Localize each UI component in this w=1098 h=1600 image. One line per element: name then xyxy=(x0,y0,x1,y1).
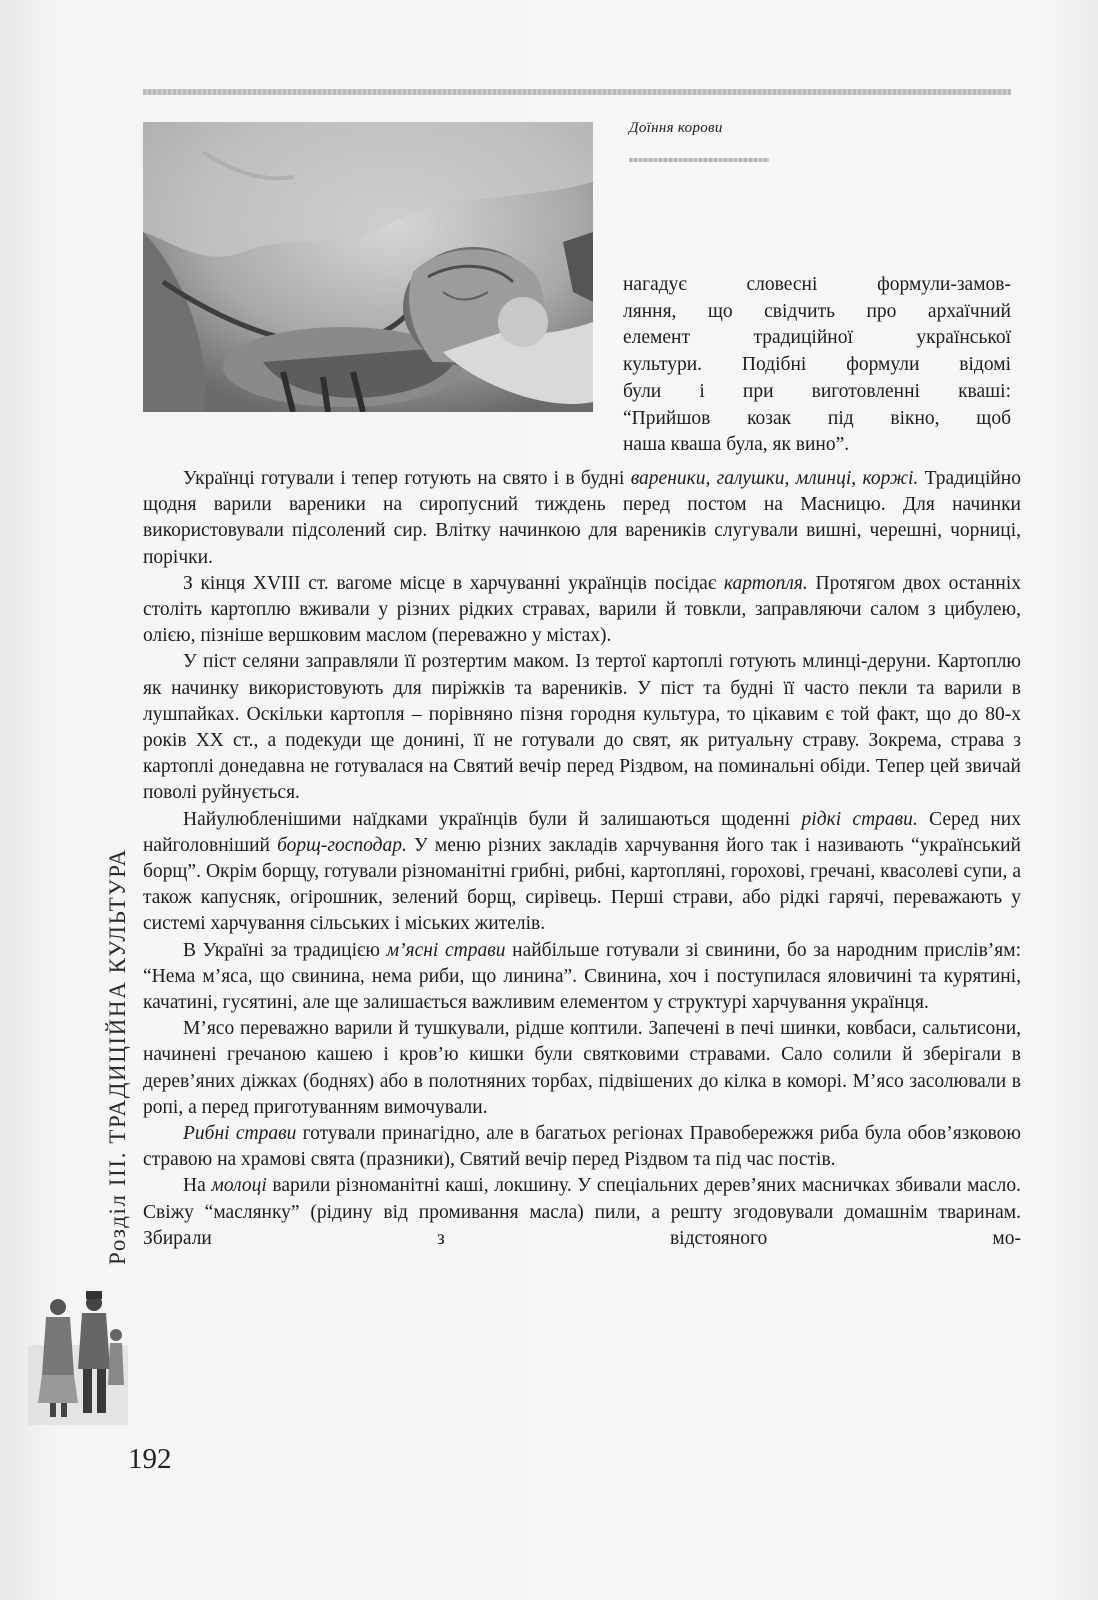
side-line: культури. Подібні формули відомі xyxy=(623,354,1011,376)
photo-caption: Доїння корови xyxy=(629,120,723,136)
paragraph: Українці готували і тепер готують на свято і в будні вареники, галушки, млинці, коржі. Традиційно щодня варили вареники на сиропусний тиждень перед постом на Масницю. Для начинки використовували підсолений сир. Влітку начинкою для вареників слугували вишні, черешні, чорниці, порічки. xyxy=(143,468,1021,568)
paragraph: Рибні страви готували принагідно, але в багатьох регіонах Правобережжя риба була обов’язковою стравою на храмові свята (празники), Святий вечір перед Різдвом та під час постів. xyxy=(143,1123,1022,1171)
side-line: наша кваша була, як вино”. xyxy=(623,434,850,456)
caption-divider xyxy=(629,158,769,162)
side-text-block xyxy=(623,272,1011,459)
top-divider xyxy=(143,89,1011,95)
section-label: Розділ III. ТРАДИЦІЙНА КУЛЬТУРА xyxy=(105,848,130,1265)
paragraph: На молоці варили різноманітні каші, локшину. У спеціальних дерев’яних масничках збивали масло. Свіжу “маслянку” (рідину від промивання масла) пили, а решту згодовували домашнім тваринам. Збирали з відстояного мо- xyxy=(143,1175,1021,1249)
side-line: нагадує словесні формули-замов- xyxy=(623,274,1011,295)
side-line: ляння, що свідчить про архаїчний xyxy=(623,300,1011,322)
side-line: елемент традиційної української xyxy=(623,327,1011,349)
paragraph: В Україні за традицією м’ясні страви найбільше готували зі свинини, бо за народним прислів’ям: “Нема м’яса, що свинина, нема риби, що линина”. Свинина, хоч і поступилася яловичині та курятині, качатині, гусятині, але ще залишається важливим елементом у структурі харчування українця. xyxy=(143,939,1022,1014)
paragraph: М’ясо переважно варили й тушкували, рідше коптили. Запечені в печі шинки, ковбаси, сальтисони, начинені гречаною кашею і кров’ю кишки були святковими стравами. Сало солили й зберігали в дерев’яних діжках (боднях) або в полотняних торбах, підвішених до кілка в коморі. М’ясо засолювали в ропі, а перед приготуванням вимочували. xyxy=(143,1018,1021,1118)
side-line: були і при виготовленні кваші: xyxy=(623,380,1011,402)
page-number: 192 xyxy=(128,1443,172,1475)
paragraph: У піст селяни заправляли її розтертим маком. Із тертої картоплі готують млинці-деруни. Картоплю як начинку використовують для пиріжків та вареників. У піст та будні її часто пекли та варили в лушпайках. Оскільки картопля – порівняно пізня городня культура, то цікавим є той факт, що до 80-х років XX ст., а подекуди ще донині, її не готували до свят, як ритуальну страву. Зокрема, страва з картоплі донедавна не готувалася на Святий вечір перед Різдвом, на поминальні обіди. Тепер цей звичай поволі руйнується. xyxy=(143,651,1021,804)
folk-figures-illustration xyxy=(28,1285,128,1425)
paragraph: З кінця XVIII ст. вагоме місце в харчуванні українців посідає картопля. Протягом двох останніх століть картоплю вживали у різних рідких стравах, варили й товкли, заправляючи салом з цибулею, олією, пізніше вершковим маслом (переважно у містах). xyxy=(143,572,1021,647)
side-line: “Прийшов козак під вікно, щоб xyxy=(623,407,1011,429)
main-text xyxy=(143,466,1021,1252)
cow-milking-photo xyxy=(143,122,593,412)
paragraph: Найулюбленішими наїдками українців були й залишаються щоденні рідкі страви. Серед них найголовніший борщ-господар. У меню різних закладів харчування його так і називають “український борщ”. Окрім борщу, готували різноманітні грибні, рибні, картопляні, горохові, гречані, квасолеві супи, а також капусняк, огірошник, зелений борщ, сирівець. Перші страви, або рідкі гарячі, переважають у системі харчування сільських і міських жителів. xyxy=(143,808,1021,935)
